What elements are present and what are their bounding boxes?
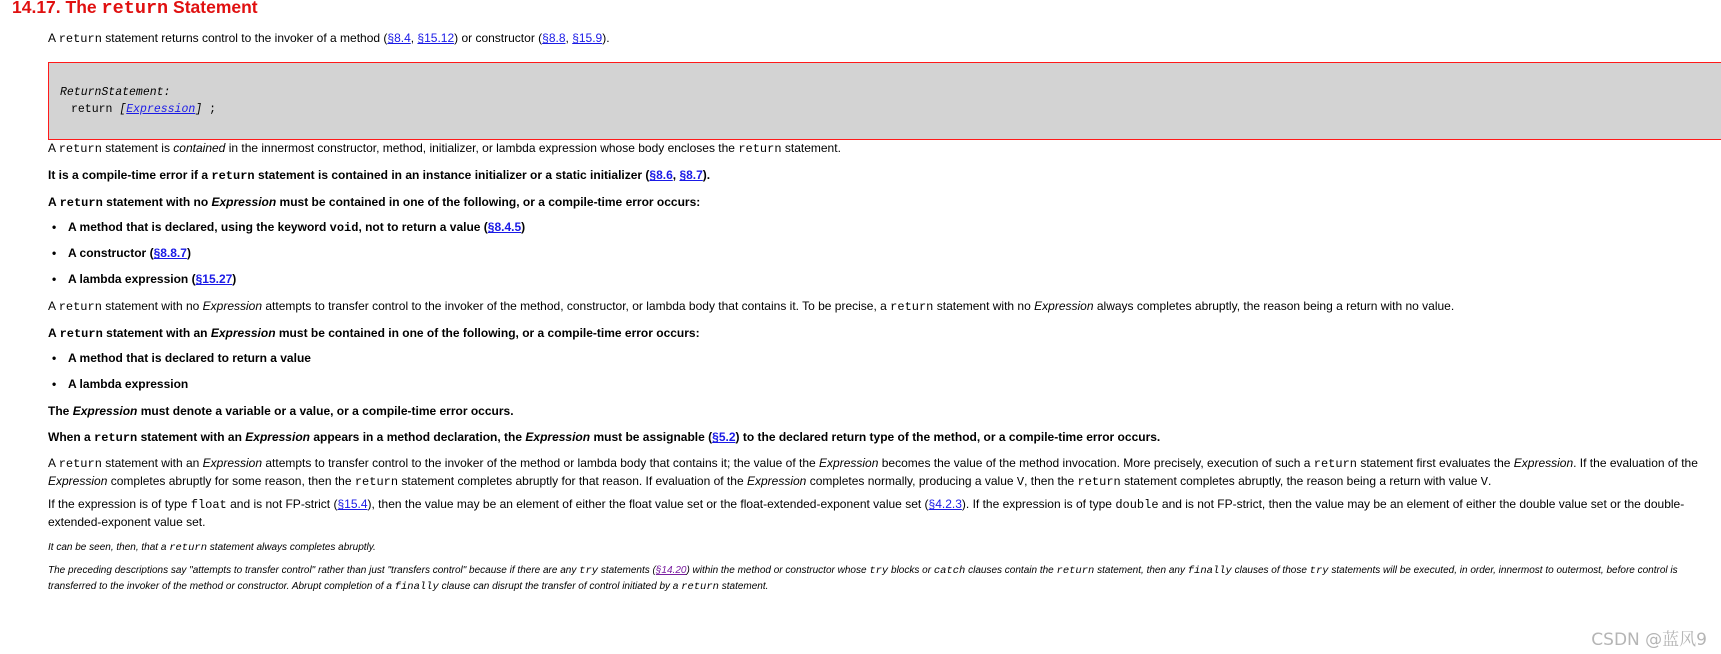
watermark: CSDN @蓝风9: [1591, 630, 1707, 650]
link-15-9[interactable]: §15.9: [572, 31, 603, 45]
section-number: 14.17.: [12, 0, 61, 17]
paragraph-contained: A return statement is contained in the innermost constructor, method, initializer, or lambda expression whose body encloses the return statement.: [48, 141, 841, 156]
page: 14.17. The return Statement A return statement returns control to the invoker of a method (§8.4, §15.12) or constructor (§8.8, §15.9). ReturnStatement: return [Expression] ; A return statement is contained in the innermost constructor, method, initializer, or lambda expression whose body encloses the return statement. It is a compile-time error if a return statement is contained in an instance initializer or a static initializer (§8.6, §8.7). A return statement with no Expression must be contained in one of the following, or a compile-time error occurs: • A method that is declared, using the keyword void, not to return a value (§8.4.5) • A constructor (§8.8.7) • A lambda expression (§15.27) A return statement with no Expression attempts to transfer control to the invoker of the method, constructor, or lambda body that contains it. To be precise, a return statement with no Expression always completes abruptly, the reason being a return with no value. A return statement with an Expression must be contained in one of the following, or a compile-time error occurs: • A method that is declared to return a value • A lambda expression The Expression must denote a variable or a value, or a compile-time error occurs. When a return statement with an Expression appears in a method declaration, the Expression must be assignable (§5.2) to the declared return type of the method, or a compile-time error occurs. A return statement with an Expression attempts to transfer control to the invoker of the method or lambda body that contains it; the value of the Expression becomes the value of the method invocation. More precisely, execution of such a return statement first evaluates the Expression. If the evaluation of the Expression completes abruptly for some reason, then the return statement completes abruptly for that reason. If evaluation of the Expression completes normally, producing a value V, then the return statement completes abruptly, the reason being a return with value V. If the expression is of type float and is not FP-strict (§15.4), then the value may be an element of either the float value set or the float-extended-exponent value set (§4.2.3). If the expression is of type double and is not FP-strict, then the value may be an element of either the double value set or the double-extended-exponent value set. It can be seen, then, that a return statement always completes abruptly. The preceding descriptions say "attempts to transfer control" rather than just "transfers control" because if there are any try statements (§14.20) within the method or constructor whose try blocks or catch clauses contain the return statement, then any finally clauses of those try statements will be executed, in order, innermost to outermost, before control is transferred to the invoker of the method or constructor. Abrupt completion of a finally clause can disrupt the transfer of control initiated by a return statement. CSDN @蓝风9: [0, 0, 1721, 654]
link-8-8[interactable]: §8.8: [542, 31, 566, 45]
link-15-12[interactable]: §15.12: [417, 31, 455, 45]
link-15-4[interactable]: §15.4: [337, 497, 368, 511]
note-completes-abruptly: It can be seen, then, that a return statement always completes abruptly.: [48, 542, 376, 554]
link-8-7[interactable]: §8.7: [679, 168, 703, 182]
link-8-6[interactable]: §8.6: [649, 168, 673, 182]
link-14-20[interactable]: §14.20: [655, 565, 687, 576]
link-4-2-3[interactable]: §4.2.3: [928, 497, 962, 511]
expression-link[interactable]: Expression: [126, 103, 196, 116]
paragraph-no-expression-rule: A return statement with no Expression must be contained in one of the following, or a compile-time error occurs:: [48, 195, 701, 210]
note-attempts-transfer: The preceding descriptions say "attempts to transfer control" rather than just "transfers control" because if there are any try statements (§14.20) within the method or constructor whose try blocks or catch clauses contain the return statement, then any finally clauses of those try statements will be executed, in order, innermost to outermost, before control is transferred to the invoker of the method or constructor. Abrupt completion of a finally clause can disrupt the transfer of control initiated by a return statement.: [48, 565, 1678, 593]
paragraph-initializer-error: It is a compile-time error if a return statement is contained in an instance initializer or a static initializer (§8.6, §8.7).: [48, 168, 711, 183]
paragraph-expression-denote: The Expression must denote a variable or a value, or a compile-time error occurs.: [48, 404, 514, 418]
paragraph-intro: A return statement returns control to the invoker of a method (§8.4, §15.12) or constructor (§8.8, §15.9).: [48, 31, 610, 46]
grammar-production: ReturnStatement:: [60, 86, 171, 99]
link-8-4[interactable]: §8.4: [387, 31, 411, 45]
section-title: 14.17. The return Statement: [12, 0, 258, 19]
grammar-rule: return [Expression] ;: [71, 103, 216, 116]
grammar-box: [48, 62, 1721, 140]
title-code: return: [101, 0, 169, 19]
paragraph-with-expression-semantics: A return statement with an Expression attempts to transfer control to the invoker of the method or lambda body that contains it; the value of the Expression becomes the value of the method invocation. More precisely, execution of such a return statement first evaluates the Expression. If the evaluation of the Expression completes abruptly for some reason, then the return statement completes abruptly for that reason. If evaluation of the Expression completes normally, producing a value V, then the return statement completes abruptly, the reason being a return with value V.: [48, 456, 1698, 489]
link-8-4-5[interactable]: §8.4.5: [487, 220, 522, 234]
link-5-2[interactable]: §5.2: [712, 430, 736, 444]
paragraph-assignable: When a return statement with an Expression appears in a method declaration, the Expression must be assignable (§5.2) to the declared return type of the method, or a compile-time error occurs.: [48, 430, 1161, 445]
paragraph-no-expression-semantics: A return statement with no Expression attempts to transfer control to the invoker of the method, constructor, or lambda body that contains it. To be precise, a return statement with no Expression always completes abruptly, the reason being a return with no value.: [48, 299, 1455, 314]
paragraph-with-expression-rule: A return statement with an Expression must be contained in one of the following, or a compile-time error occurs:: [48, 326, 700, 341]
link-15-27[interactable]: §15.27: [195, 272, 233, 286]
link-8-8-7[interactable]: §8.8.7: [153, 246, 187, 260]
paragraph-fp-strict: If the expression is of type float and is not FP-strict (§15.4), then the value may be an element of either the float value set or the float-extended-exponent value set (§4.2.3). If the expression is of type double and is not FP-strict, then the value may be an element of either the double value set or the double-extended-exponent value set.: [48, 497, 1685, 529]
